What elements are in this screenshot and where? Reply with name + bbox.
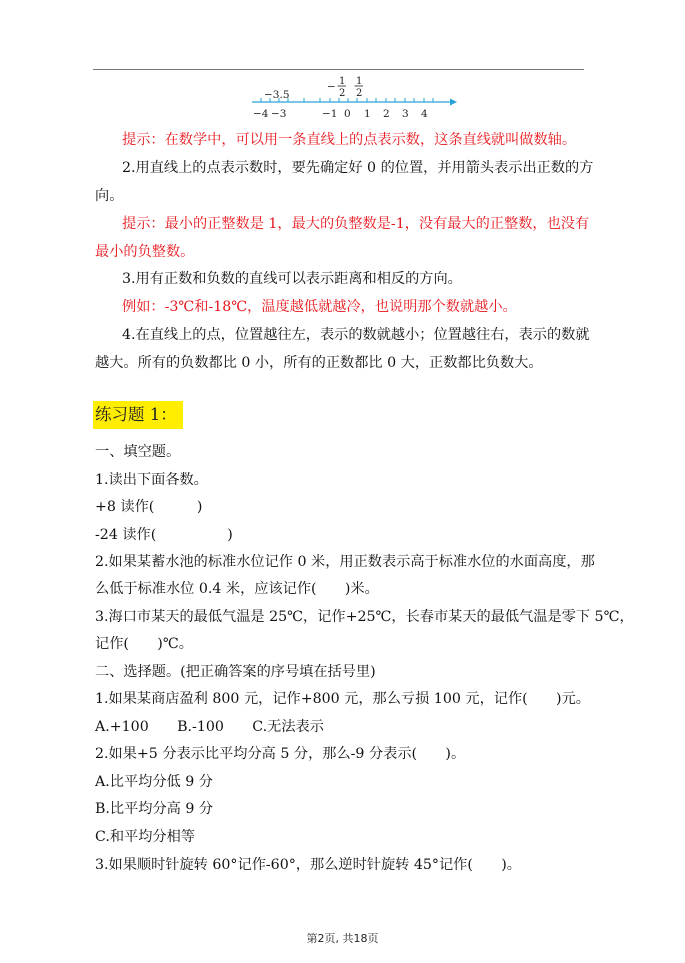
note-line: 4.在直线上的点，位置越往左，表示的数就越小；位置越往右，表示的数就 <box>122 327 590 343</box>
number-line-diagram <box>250 74 465 120</box>
exercise-heading: 练习题 1： <box>93 401 183 429</box>
exercise-line: A.比平均分低 9 分 <box>95 774 213 790</box>
label-minus-4: −4 <box>253 108 269 120</box>
exercise-line: 二、选择题。(把正确答案的序号填在括号里) <box>95 664 376 680</box>
page-footer: 第2页, 共18页 <box>306 932 379 945</box>
label-4: 4 <box>421 108 428 120</box>
label-minus-3-5: −3.5 <box>264 89 290 101</box>
frac-2-num: 1 <box>356 76 363 87</box>
label-minus-1: −1 <box>322 108 338 120</box>
hint-line: 最小的负整数。 <box>95 244 195 260</box>
hint-line: 提示：在数学中，可以用一条直线上的点表示数，这条直线就叫做数轴。 <box>122 132 577 148</box>
frac-1-den: 2 <box>339 88 346 99</box>
frac-minus-sign: − <box>327 81 336 93</box>
frac-2-den: 2 <box>356 88 363 99</box>
hint-line: 提示：最小的正整数是 1，最大的负整数是-1，没有最大的正整数，也没有 <box>122 216 590 232</box>
exercise-line: 3.如果顺时针旋转 60°记作-60°，那么逆时针旋转 45°记作( )。 <box>95 857 521 873</box>
exercise-line: +8 读作( ) <box>95 499 203 515</box>
label-2: 2 <box>383 108 390 120</box>
number-line-arrow-icon <box>450 99 457 106</box>
label-minus-3: −3 <box>271 108 287 120</box>
note-line: 向。 <box>95 188 124 204</box>
label-3: 3 <box>402 108 409 120</box>
exercise-line: 2.如果+5 分表示比平均分高 5 分，那么-9 分表示( )。 <box>95 746 466 762</box>
exercise-line: 1.读出下面各数。 <box>95 472 208 488</box>
exercise-line: A.+100 B.-100 C.无法表示 <box>95 719 324 735</box>
exercise-line: 1.如果某商店盈利 800 元，记作+800 元，那么亏损 100 元，记作( )元。 <box>95 691 590 707</box>
note-line: 2.用直线上的点表示数时，要先确定好 0 的位置，并用箭头表示出正数的方 <box>122 160 594 176</box>
exercise-line: 记作( )℃。 <box>95 636 193 652</box>
exercise-line: 3.海口市某天的最低气温是 25℃，记作+25℃，长春市某天的最低气温是零下 5℃， <box>95 609 634 625</box>
note-line: 越大。所有的负数都比 0 小，所有的正数都比 0 大，正数都比负数大。 <box>95 355 543 371</box>
exercise-line: C.和平均分相等 <box>95 829 195 845</box>
note-line: 3.用有正数和负数的直线可以表示距离和相反的方向。 <box>122 271 462 287</box>
label-0: 0 <box>344 108 351 120</box>
exercise-line: 么低于标准水位 0.4 米，应该记作( )米。 <box>95 581 379 597</box>
exercise-line: 一、填空题。 <box>95 444 181 460</box>
label-1: 1 <box>364 108 371 120</box>
header-rule <box>93 69 584 70</box>
exercise-line: -24 读作( ) <box>95 527 233 543</box>
exercise-line: B.比平均分高 9 分 <box>95 801 214 817</box>
exercise-line: 2.如果某蓄水池的标准水位记作 0 米，用正数表示高于标准水位的水面高度，那 <box>95 554 595 570</box>
frac-1-num: 1 <box>339 76 346 87</box>
hint-line: 例如：-3℃和-18℃，温度越低就越冷，也说明那个数就越小。 <box>122 299 517 315</box>
